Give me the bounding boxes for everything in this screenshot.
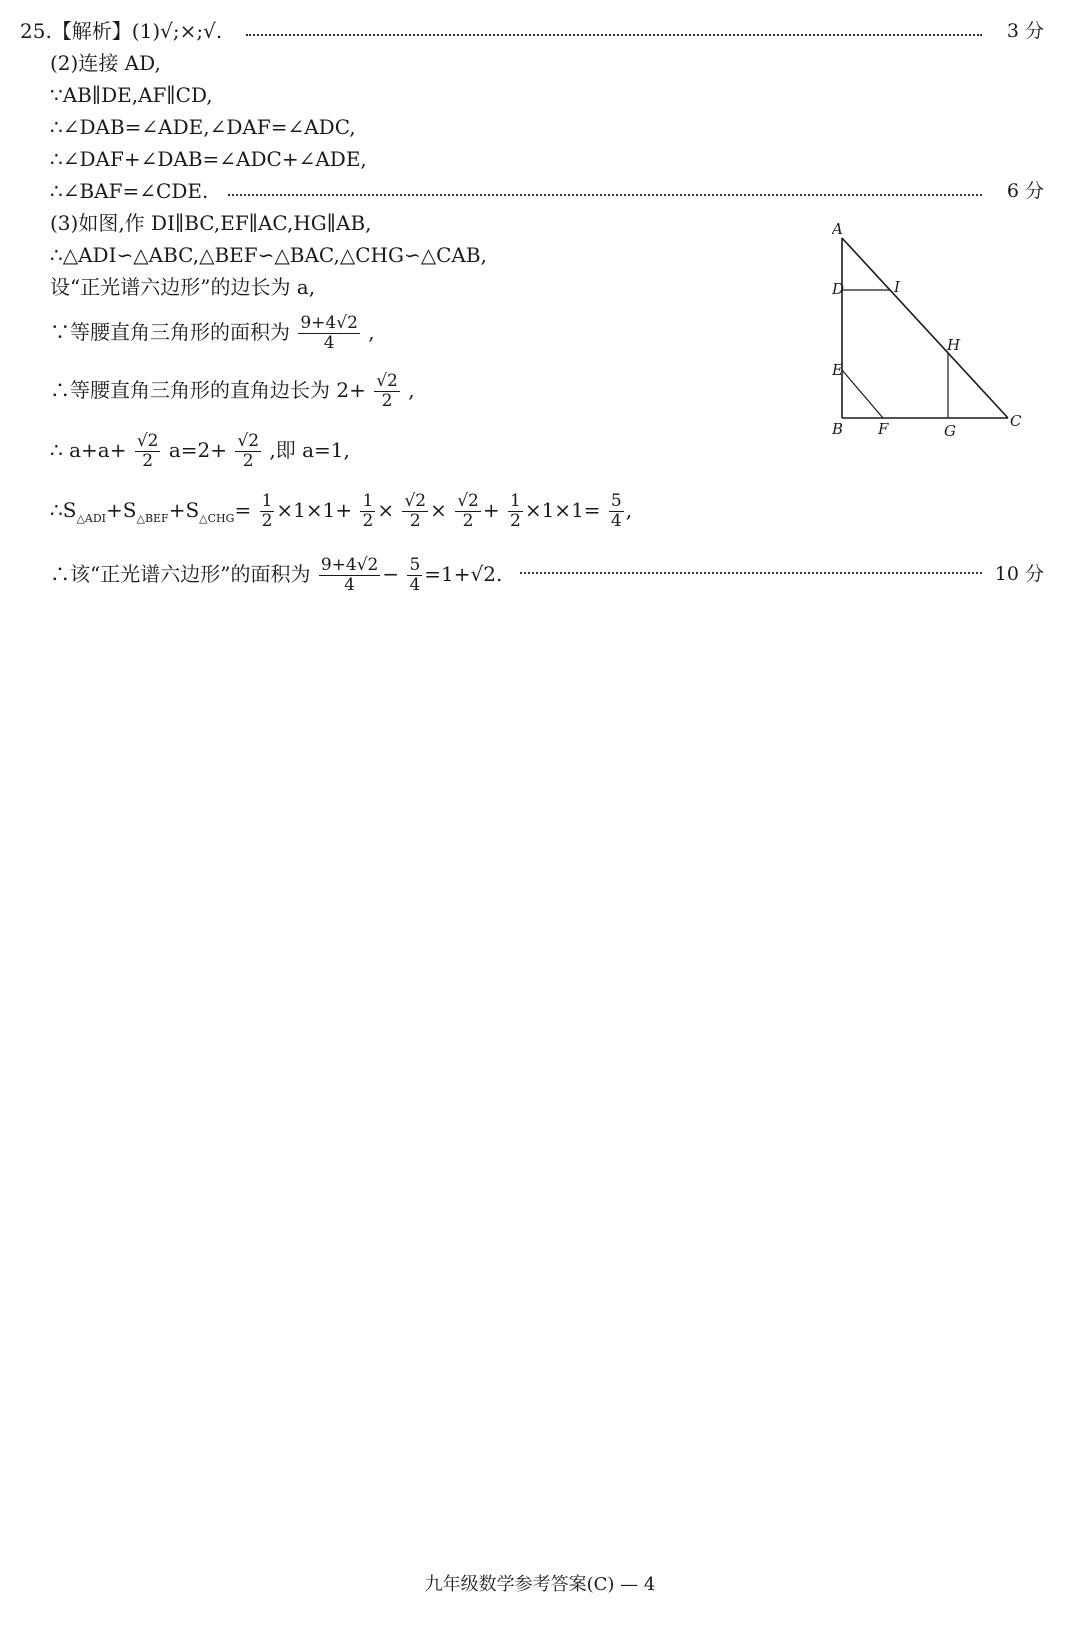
label-e: E [832, 361, 843, 379]
label-f: F [878, 420, 889, 438]
step-line [0, 142, 1080, 176]
fraction: $\frac{9+4√2}{4}$ [320, 555, 379, 595]
score-10: 10 分 [994, 563, 1044, 585]
step-text: 设“正光谱六边形”的边长为 a, [50, 275, 316, 299]
step-line [0, 78, 1080, 112]
page-footer: 九年级数学参考答案(C) — 4 [424, 1574, 656, 1595]
score-6: 6 分 [1006, 180, 1044, 202]
label-g: G [944, 422, 956, 440]
fraction: $\frac{1}{2}$ [362, 491, 374, 531]
triangle-figure [832, 220, 1032, 445]
fraction: $\frac{√2}{2}$ [237, 431, 260, 471]
step-text: ∴∠BAF=∠CDE. [50, 179, 209, 203]
label-a: A [832, 220, 843, 238]
fraction: $\frac{√2}{2}$ [404, 491, 427, 531]
answer-header: 25.【解析】(1)√;×;√. [20, 19, 223, 43]
step-text: ∴等腰直角三角形的直角边长为 2+ $\frac{√2}{2}$ , [50, 371, 415, 411]
step-text: $\therefore S_{\triangle ADI}+S_{\triangle BEF}+S_{\triangle CHG}=$ $\frac{1}{2}$ ×1×1+ $\frac{1}{2}$ × $\frac{√2}{2}$ × $\frac{√2}{2}$ + $\frac{1}{2}$ ×1×1= $\frac{5}{4}$ , [50, 491, 633, 531]
step-text: ∴∠DAF+∠DAB=∠ADC+∠ADE, [50, 147, 367, 171]
step-line-scored [0, 174, 1080, 208]
side-ac [842, 238, 1008, 418]
label-c: C [1010, 412, 1022, 430]
fraction: $\frac{√2}{2}$ [376, 371, 398, 411]
dot-leader [228, 174, 982, 208]
label-b: B [832, 420, 844, 438]
step-text: ∵AB∥DE,AF∥CD, [50, 83, 213, 107]
score-3: 3 分 [1006, 20, 1044, 42]
step-text: ∵等腰直角三角形的面积为 $\frac{9+4√2}{4}$ , [50, 313, 375, 353]
step-line [0, 46, 1080, 80]
step-text: ∴ a+a+ $\frac{√2}{2}$ a=2+ $\frac{√2}{2}$ ,即 a=1, [50, 431, 350, 471]
answer-header-line [0, 14, 1080, 48]
segment-ef [842, 370, 883, 418]
label-h: H [947, 336, 961, 354]
label-d: D [832, 280, 845, 298]
step-line [0, 110, 1080, 144]
step-text: (3)如图,作 DI∥BC,EF∥AC,HG∥AB, [50, 211, 372, 235]
dot-leader [520, 552, 982, 596]
dot-leader [246, 14, 982, 48]
fraction: $\frac{9+4√2}{4}$ [300, 313, 358, 353]
fraction: $\frac{1}{2}$ [261, 491, 273, 531]
step-text: ∴该“正光谱六边形”的面积为 $\frac{9+4√2}{4}$ − $\frac{5}{4}$ =1+√2. [50, 555, 503, 595]
fraction: $\frac{5}{4}$ [610, 491, 622, 531]
step-text: (2)连接 AD, [50, 51, 161, 75]
fraction: $\frac{√2}{2}$ [136, 431, 159, 471]
step-text: ∴△ADI∽△ABC,△BEF∽△BAC,△CHG∽△CAB, [50, 243, 487, 267]
label-i: I [894, 278, 900, 296]
fraction: $\frac{1}{2}$ [510, 491, 521, 531]
fraction: $\frac{√2}{2}$ [457, 491, 479, 531]
area-sum-line [0, 492, 1080, 536]
step-text: ∴∠DAB=∠ADE,∠DAF=∠ADC, [50, 115, 356, 139]
fraction: $\frac{5}{4}$ [409, 555, 421, 595]
final-answer-line [0, 552, 1080, 596]
